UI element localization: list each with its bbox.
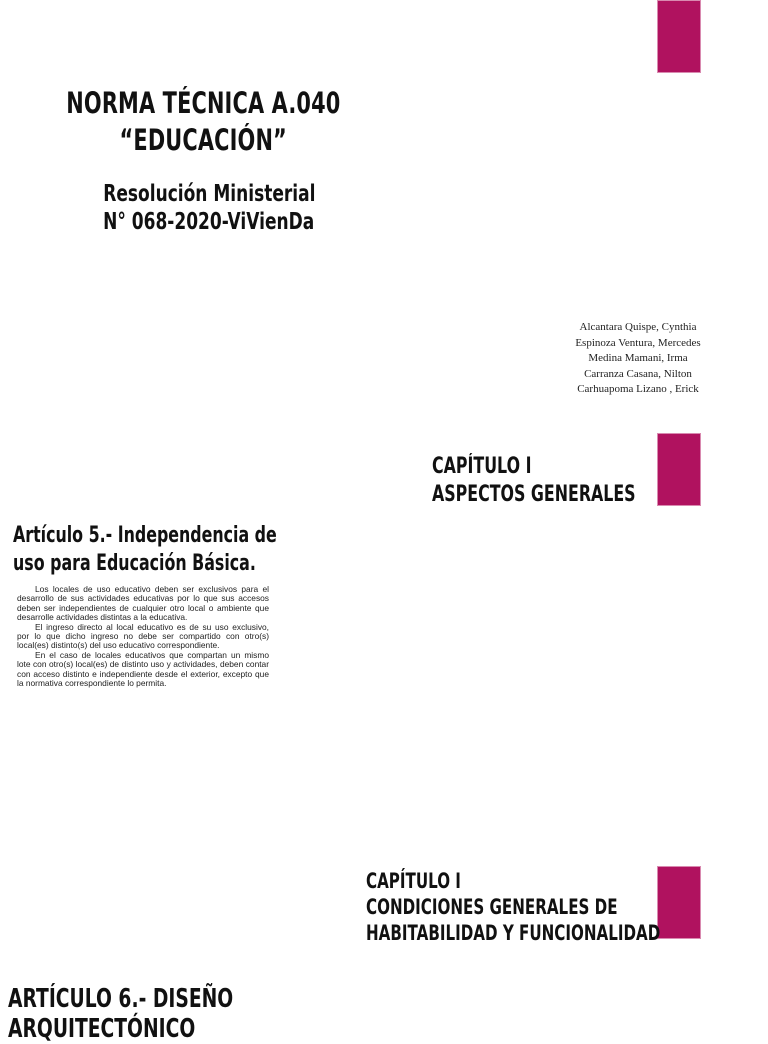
chapter2-title-line1: CONDICIONES GENERALES DE xyxy=(366,895,618,919)
chapter2-number: CAPÍTULO I xyxy=(366,869,461,893)
subtitle-line1: Resolución Ministerial xyxy=(102,181,316,207)
chapter1-heading xyxy=(432,453,715,509)
article6-title xyxy=(8,984,321,1044)
author-name: Medina Mamani, Irma xyxy=(588,352,688,364)
author-name: Carhuapoma Lizano , Erick xyxy=(577,383,699,395)
article5-title-line2: uso para Educación Básica. xyxy=(13,551,256,576)
author-name: Carranza Casana, Nilton xyxy=(584,367,692,380)
document-subtitle xyxy=(0,180,418,236)
chapter1-number: CAPÍTULO I xyxy=(432,454,532,479)
subtitle-line2: N° 068-2020-ViVienDa xyxy=(103,209,315,235)
document-title-line1: NORMA TÉCNICA A.040 xyxy=(65,86,341,120)
document-title xyxy=(0,85,406,159)
author-name: Alcantara Quispe, Cynthia xyxy=(579,321,697,333)
article5-title-line1: Artículo 5.- Independencia de xyxy=(13,523,277,548)
article6-title-line2: ARQUITECTÓNICO xyxy=(8,1014,196,1044)
chapter2-title-line2: HABITABILIDAD Y FUNCIONALIDAD xyxy=(366,921,661,945)
article5-paragraph: El ingreso directo al local educativo es de su uso exclusivo, por lo que dicho ingreso no debe ser compartido con otro(s) local(es) distinto(s) del uso educativo correspondiente. xyxy=(17,621,269,651)
chapter1-title: ASPECTOS GENERALES xyxy=(432,482,636,507)
article5-title xyxy=(13,522,379,578)
author-list xyxy=(548,320,728,398)
article6-title-line1: ARTÍCULO 6.- DISEÑO xyxy=(8,984,234,1014)
article5-body xyxy=(17,585,269,688)
chapter2-heading xyxy=(366,868,768,946)
article5-paragraph: En el caso de locales educativos que compartan un mismo lote con otro(s) local(es) de distinto uso y actividades, deben contar con acceso distinto e independiente desde el exterior, excepto que la normativa correspondiente lo permita. xyxy=(17,649,269,689)
document-title-line2: “EDUCACIÓN” xyxy=(119,123,287,157)
author-name: Espinoza Ventura, Mercedes xyxy=(575,336,701,349)
article5-paragraph: Los locales de uso educativo deben ser exclusivos para el desarrollo de sus actividades educativas por lo que sus accesos deben ser independientes de cualquier otro local o ambiente que desarrolle actividades distintas a la educativa. xyxy=(17,584,269,623)
accent-bar-top xyxy=(657,0,701,73)
